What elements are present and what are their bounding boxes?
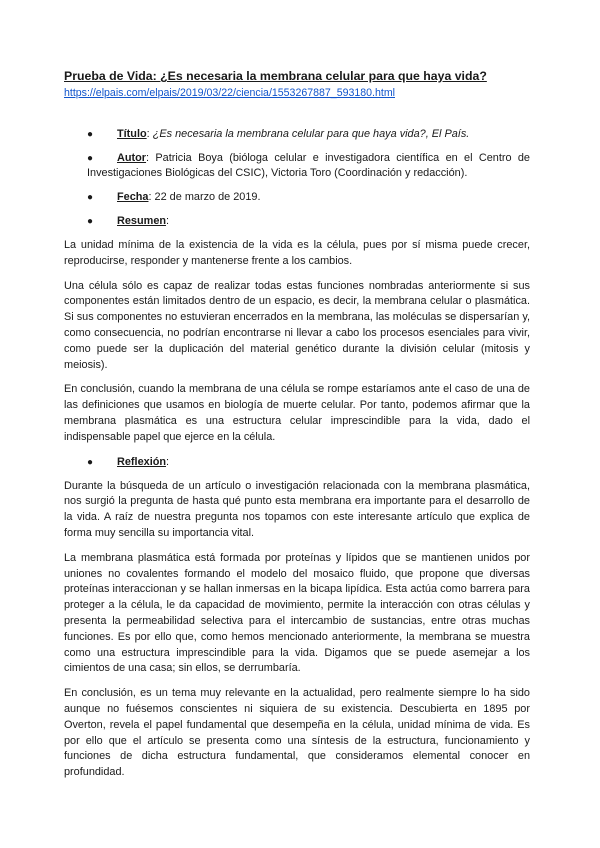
bullet-dot: ● xyxy=(87,153,94,164)
document-body xyxy=(64,69,530,790)
bullet-reflexion: ● Reflexión: xyxy=(87,455,170,468)
bullet-dot: ● xyxy=(87,456,94,468)
bullet-dot: ● xyxy=(87,192,94,203)
reflexion-paragraph-1: Durante la búsqueda de un artículo o investigación relacionada con la membrana plasmática, nos surgió la pregunta de hasta qué punto esta membrana era importante para el desarrollo de la vida. A raíz de nuestra pregunta nos topamos con este interesante artículo que explica de forma muy sencilla su importancia vital. xyxy=(64,479,530,539)
fecha-value: : 22 de marzo de 2019. xyxy=(148,191,261,203)
bullet-resumen: ● Resumen: xyxy=(87,215,170,227)
titulo-value: ¿Es necesaria la membrana celular para que haya vida?, El País. xyxy=(152,128,470,140)
document-title: Prueba de Vida: ¿Es necesaria la membrana celular para que haya vida? xyxy=(64,69,487,83)
fecha-label: Fecha xyxy=(117,191,149,203)
metadata-list xyxy=(64,127,530,229)
resumen-paragraph-1: La unidad mínima de la existencia de la vida es la célula, pues por sí misma puede crecer, reproducirse, responder y mantenerse frente a los cambios. xyxy=(64,239,530,267)
reflexion-heading: Reflexión xyxy=(117,455,167,468)
bullet-dot: ● xyxy=(87,216,94,227)
reflexion-paragraph-2: La membrana plasmática está formada por proteínas y lípidos que se mantienen unidos por uniones no covalentes formando el modelo del mosaico fluido, que propone que diversas proteínas interaccionan y se hallan inmersas en la bicapa lipídica. Esta actúa como barrera para proteger a la célula, le da capacidad de movimiento, permite la interacción con otras células y presenta la permeabilidad selectiva para el intercambio de sustancias, entre otras muchas funciones. Es por ello que, como hemos mencionado anteriormente, la membrana se muestra como una estructura imprescindible para la vida. Digamos que se puede asemejar a los cimientos de una casa; sin ellos, se derrumbaría. xyxy=(64,551,530,675)
reflexion-paragraph-3: En conclusión, es un tema muy relevante en la actualidad, pero realmente siempre lo ha sido aunque no fuésemos conscientes ni siquiera de su existencia. Descubierta en 1895 por Overton, revela el papel fundamental que desempeña en la célula, unidad mínima de vida. Es por ello que el artículo se presenta como una síntesis de la estructura, funcionamiento y funciones de dicha estructura fundamental, que consideramos elemental conocer en profundidad. xyxy=(64,687,530,779)
source-link[interactable]: https://elpais.com/elpais/2019/03/22/ciencia/1553267887_593180.html xyxy=(64,87,395,99)
bullet-dot: ● xyxy=(87,129,94,140)
bullet-titulo: ● Título: ¿Es necesaria la membrana celular para que haya vida?, El País. xyxy=(87,128,470,140)
bullet-fecha xyxy=(64,190,530,205)
autor-value: : Patricia Boya (bióloga celular e investigadora científica en el Centro de Investigaciones Biológicas del CSIC), Victoria Toro (Coordinación y redacción). xyxy=(87,152,530,179)
resumen-paragraph-2: Una célula sólo es capaz de realizar todas estas funciones nombradas anteriormente si sus componentes están limitados dentro de un espacio, es decir, la membrana celular o plasmática. Si sus componentes no estuvieran encerrados en la membrana, las moléculas se dispersarían y, como consecuencia, no podrían encontrarse ni llevar a cabo los procesos esenciales para vivir, como puede ser la duplicación del material genético durante la división celular (mitosis y meiosis). xyxy=(64,279,530,371)
resumen-paragraph-3: En conclusión, cuando la membrana de una célula se rompe estaríamos ante el caso de una de las definiciones que usamos en biología de muerte celular. Por tanto, podemos afirmar que la membrana plasmática es una estructura celular imprescindible para la vida, dado el indispensable papel que ejerce en la célula. xyxy=(64,383,530,443)
resumen-heading: Resumen xyxy=(117,215,167,227)
bullet-autor xyxy=(64,151,530,181)
titulo-label: Título xyxy=(117,128,147,140)
autor-label: Autor xyxy=(117,152,147,164)
